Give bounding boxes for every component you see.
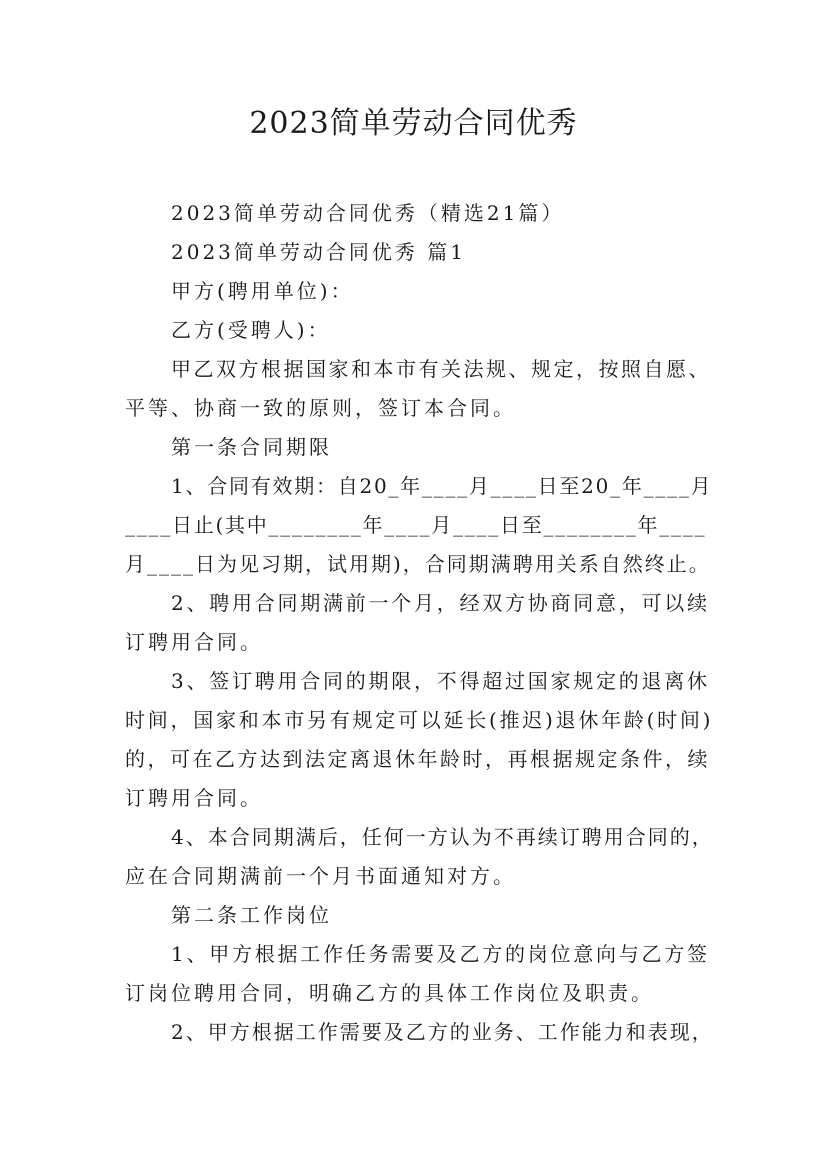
section-heading: 第一条合同期限	[171, 435, 332, 459]
text-line: 订岗位聘用合同，明确乙方的具体工作岗位及职责。	[125, 981, 654, 1005]
text-line: 3、签订聘用合同的期限，不得超过国家规定的退离休	[171, 669, 710, 693]
text-line: 订聘用合同。	[125, 630, 263, 654]
text-line: 4、本合同期满后，任何一方认为不再续订聘用合同的，	[171, 825, 714, 849]
text-line: 应在合同期满前一个月书面通知对方。	[125, 864, 516, 888]
text-line: 甲乙双方根据国家和本市有关法规、规定，按照自愿、	[171, 357, 711, 381]
text-line: 2、聘用合同期满前一个月，经双方协商同意，可以续	[171, 591, 710, 615]
document-body	[125, 194, 715, 1052]
text-line: 的，可在乙方达到法定离退休年龄时，再根据规定条件，续	[125, 747, 710, 771]
section-heading: 第二条工作岗位	[171, 903, 332, 927]
text-line: 1、合同有效期：自20_年____月____日至20_年____月	[171, 474, 713, 498]
text-line: 平等、协商一致的原则，签订本合同。	[125, 396, 516, 420]
text-line: 2023简单劳动合同优秀 篇1	[171, 240, 466, 264]
text-line: 乙方(受聘人)：	[171, 318, 331, 342]
text-line: 1、甲方根据工作任务需要及乙方的岗位意向与乙方签	[171, 942, 710, 966]
text-line: 时间，国家和本市另有规定可以延长(推迟)退休年龄(时间)	[125, 708, 714, 732]
document-title: 2023简单劳动合同优秀	[249, 106, 578, 141]
text-line: 月____日为见习期，试用期)，合同期满聘用关系自然终止。	[125, 552, 711, 576]
text-line: 甲方(聘用单位)：	[171, 279, 354, 303]
text-line: 2023简单劳动合同优秀（精选21篇）	[171, 201, 565, 225]
text-line: 订聘用合同。	[125, 786, 263, 810]
text-line: 2、甲方根据工作需要及乙方的业务、工作能力和表现，	[171, 1020, 714, 1044]
text-line: ____日止(其中________年____月____日至________年____	[125, 513, 707, 537]
